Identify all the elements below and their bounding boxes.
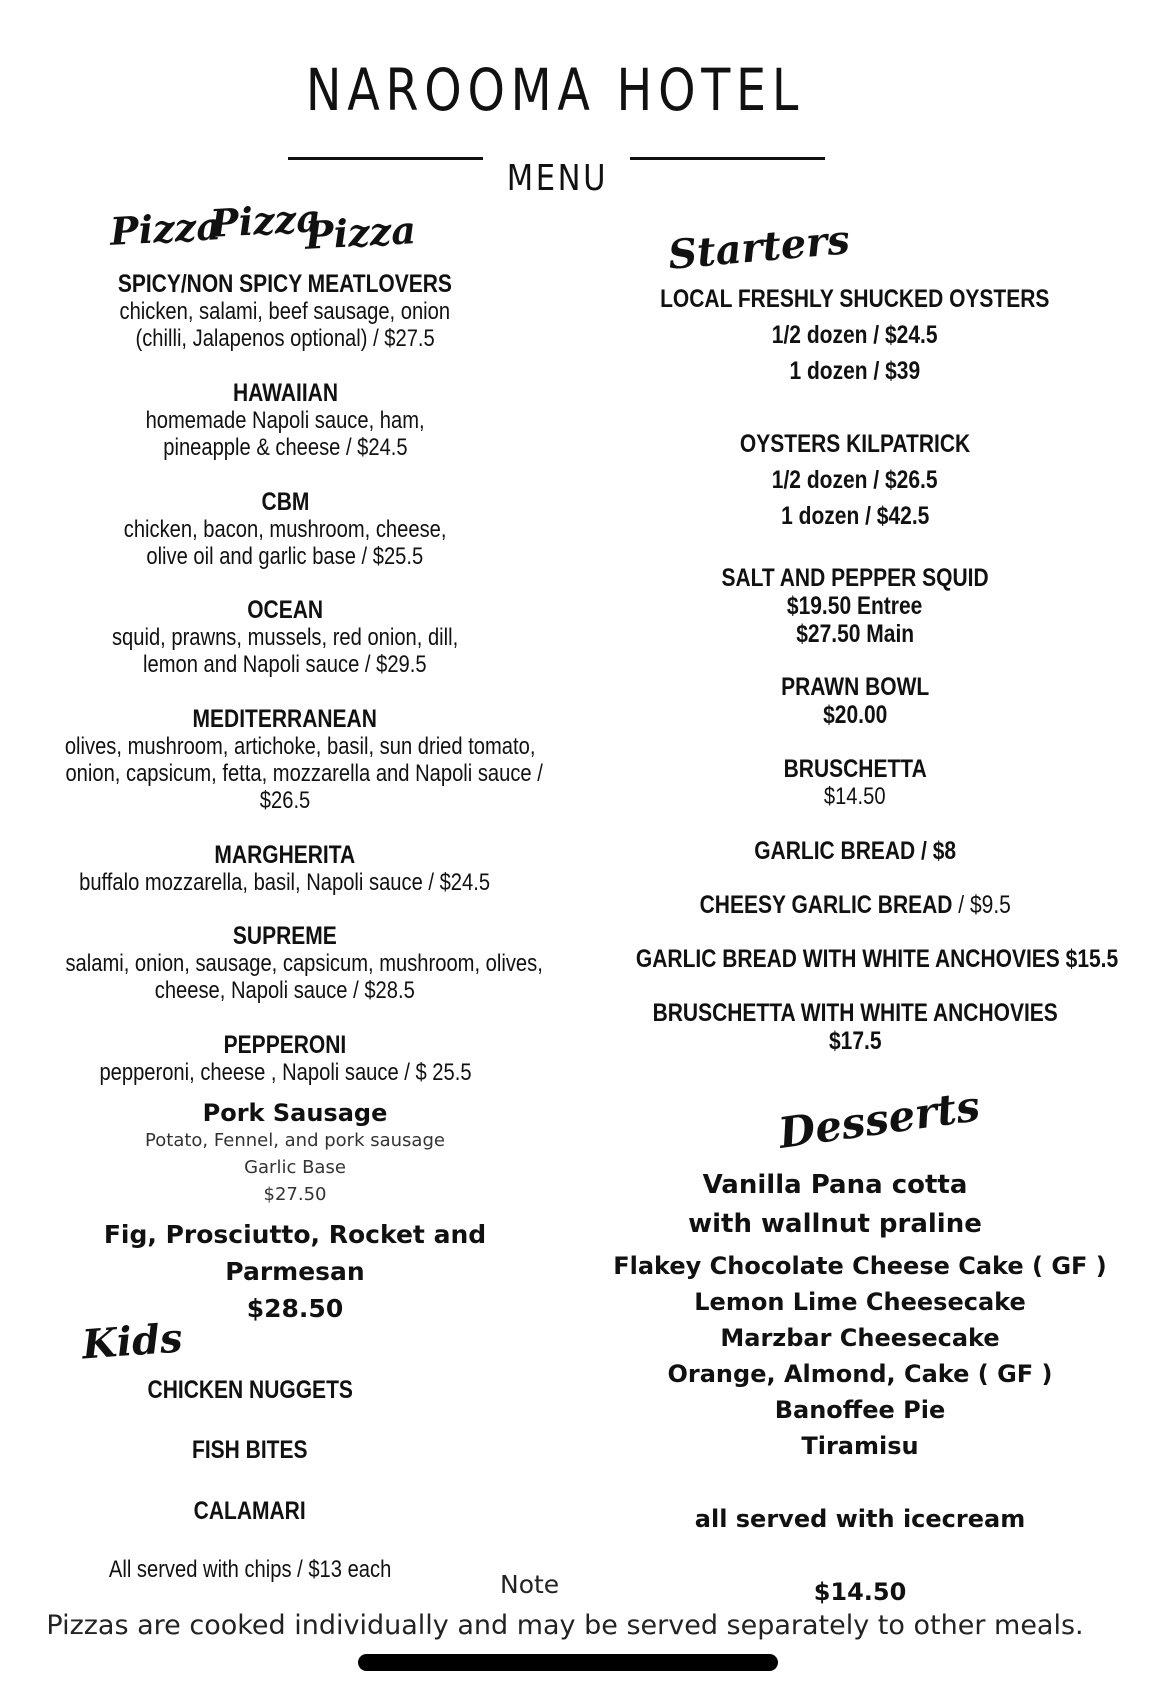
pizza-name: PEPPERONI	[223, 1031, 347, 1059]
kids-footer-text: All served with chips / $13 each	[108, 1556, 392, 1583]
pizza-desc: (chilli, Jalapenos optional) / $27.5	[135, 325, 435, 352]
kids-item: CHICKEN NUGGETS	[147, 1376, 353, 1404]
pizza-desc: squid, prawns, mussels, red onion, dill,	[111, 624, 459, 651]
pizza-name: SPICY/NON SPICY MEATLOVERS	[117, 270, 453, 298]
pizza-heading-1: Pizza	[108, 203, 222, 254]
starter-price: / $9.5	[952, 891, 1011, 919]
pizza-desc: pepperoni, cheese , Napoli sauce / $ 25.5	[98, 1059, 472, 1086]
starter-price: 1/2 dozen / $26.5	[772, 466, 938, 494]
kids-heading: Kids	[80, 1314, 184, 1369]
dessert-name: Orange, Almond, Cake ( GF )	[667, 1360, 1053, 1388]
desserts-heading: Desserts	[775, 1081, 983, 1158]
starter-price: $17.5	[828, 1027, 882, 1055]
dessert-item	[570, 1166, 1100, 1244]
page-subtitle: MENU	[506, 158, 609, 199]
list-item	[0, 1436, 500, 1464]
pizza-desc: chicken, salami, beef sausage, onion	[119, 298, 451, 325]
list-item	[0, 1376, 500, 1404]
pizza-name: Fig, Prosciutto, Rocket and Parmesan	[103, 1220, 487, 1286]
dessert-name: Banoffee Pie	[774, 1396, 946, 1424]
dessert-name: Flakey Chocolate Cheese Cake ( GF )	[613, 1252, 1107, 1280]
list-item	[0, 1497, 500, 1525]
pizza-desc: lemon and Napoli sauce / $29.5	[143, 651, 427, 678]
pizza-name: CBM	[261, 488, 309, 516]
dessert-name: Tiramisu	[801, 1432, 919, 1460]
starter-price: 1/2 dozen / $24.5	[772, 321, 938, 349]
starter-price: $27.50 Main	[796, 620, 914, 648]
dessert-footer-text: all served with icecream	[694, 1505, 1026, 1533]
desserts-column	[595, 0, 1125, 1692]
note-label: Note	[500, 1570, 560, 1599]
pizza-name: Pork Sausage	[202, 1099, 388, 1127]
pizza-desc: buffalo mozzarella, basil, Napoli sauce / $24.5	[79, 869, 491, 896]
starter-price: 1 dozen / $39	[789, 357, 921, 385]
dessert-name: Lemon Lime Cheesecake	[694, 1288, 1026, 1316]
pizza-desc: pineapple & cheese / $24.5	[162, 434, 408, 461]
pizza-name: OCEAN	[247, 596, 323, 624]
kids-item: FISH BITES	[192, 1436, 308, 1464]
pizza-desc: onion, capsicum, fetta, mozzarella and Napoli sauce /	[65, 760, 543, 787]
pizza-price: $28.50	[246, 1294, 344, 1323]
note-text: Pizzas are cooked individually and may be served separately to other meals.	[46, 1610, 1084, 1641]
pizza-name: MARGHERITA	[214, 841, 356, 869]
pizza-desc: chicken, bacon, mushroom, cheese,	[123, 516, 447, 543]
starter-name: GARLIC BREAD / $8	[754, 837, 956, 865]
pizza-heading-2: Pizza	[208, 195, 322, 246]
kids-column	[0, 0, 500, 1692]
pizza-name: HAWAIIAN	[232, 379, 338, 407]
pizza-name: MEDITERRANEAN	[192, 705, 378, 733]
page-title: NAROOMA HOTEL	[305, 56, 805, 124]
starter-name: LOCAL FRESHLY SHUCKED OYSTERS	[660, 285, 1050, 313]
dessert-name: Vanilla Pana cotta	[702, 1170, 968, 1200]
pizza-desc: cheese, Napoli sauce / $28.5	[154, 977, 416, 1004]
pizza-desc: olives, mushroom, artichoke, basil, sun dried tomato,	[64, 733, 536, 760]
dessert-name: Marzbar Cheesecake	[720, 1324, 1000, 1352]
pizza-desc: salami, onion, sausage, capsicum, mushroom, olives,	[65, 950, 543, 977]
pizza-desc: $27.50	[263, 1184, 327, 1205]
pizza-desc: homemade Napoli sauce, ham,	[145, 407, 425, 434]
pizza-desc: Garlic Base	[244, 1157, 346, 1178]
pizza-desc: $26.5	[259, 787, 311, 814]
starter-price: 1 dozen / $42.5	[780, 502, 930, 530]
dessert-footer	[595, 1501, 1125, 1537]
starter-price: $19.50 Entree	[787, 592, 923, 620]
kids-item: CALAMARI	[193, 1497, 306, 1525]
starter-name: BRUSCHETTA	[783, 755, 927, 783]
starter-name: OYSTERS KILPATRICK	[739, 430, 971, 458]
pizza-desc: olive oil and garlic base / $25.5	[146, 543, 424, 570]
home-indicator-bar[interactable]	[358, 1654, 778, 1671]
starter-name: CHEESY GARLIC BREAD	[699, 891, 953, 919]
pizza-desc: Potato, Fennel, and pork sausage	[145, 1130, 445, 1151]
starter-name: GARLIC BREAD WITH WHITE ANCHOVIES $15.5	[635, 945, 1119, 973]
dessert-price-text: $14.50	[813, 1578, 907, 1606]
pizza-name: SUPREME	[233, 922, 337, 950]
starter-name: SALT AND PEPPER SQUID	[721, 564, 989, 592]
starter-name: PRAWN BOWL	[780, 673, 930, 701]
starter-price: $20.00	[822, 701, 888, 729]
starters-heading: Starters	[666, 216, 852, 279]
pizza-heading-3: Pizza	[303, 207, 417, 258]
dessert-price	[595, 1574, 1125, 1610]
dessert-name: with wallnut praline	[688, 1209, 982, 1239]
starter-price: $14.50	[824, 783, 886, 810]
kids-footer	[0, 1556, 500, 1583]
starter-name: BRUSCHETTA WITH WHITE ANCHOVIES	[652, 999, 1058, 1027]
dessert-list	[595, 1248, 1125, 1464]
